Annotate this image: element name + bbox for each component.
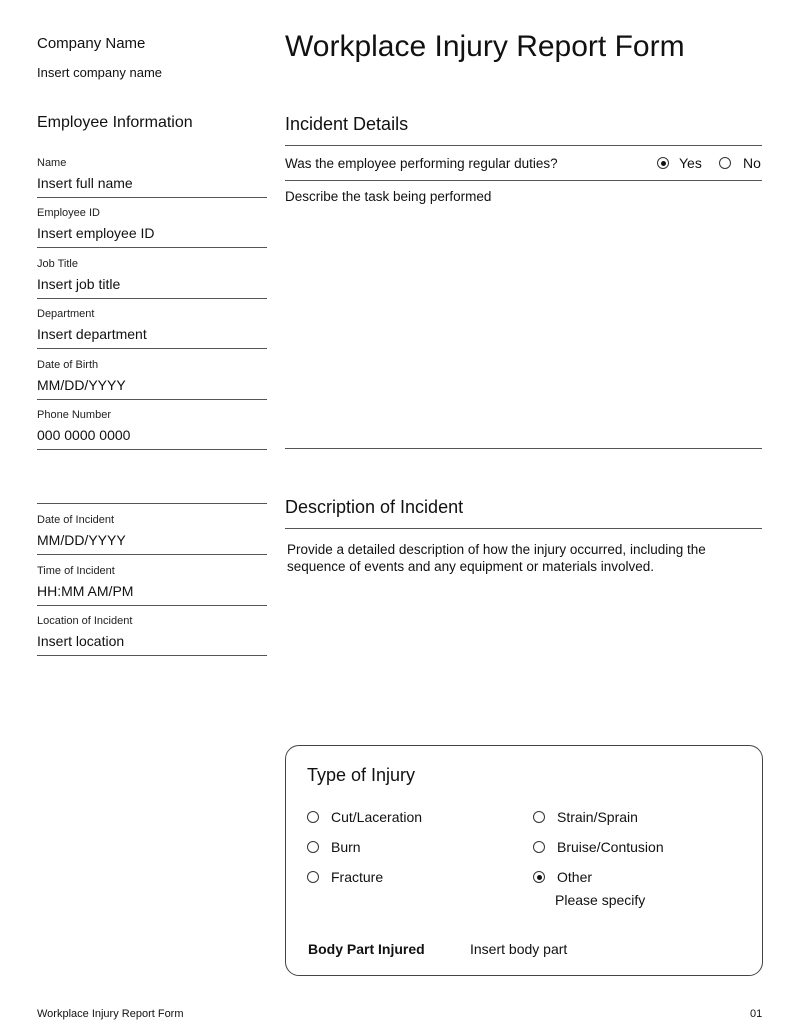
footer-title: Workplace Injury Report Form [37, 1008, 184, 1020]
company-name-label: Company Name [37, 35, 146, 52]
radio-icon [533, 871, 545, 883]
page-title: Workplace Injury Report Form [285, 30, 685, 63]
injury-option-label: Burn [331, 839, 361, 855]
field-label: Time of Incident [37, 564, 115, 577]
radio-icon [657, 157, 669, 169]
injury-option-label: Strain/Sprain [557, 809, 638, 825]
field-input[interactable]: Insert employee ID [37, 225, 155, 242]
page-number: 01 [750, 1008, 763, 1020]
incident-details-heading: Incident Details [285, 114, 409, 134]
field-input[interactable]: MM/DD/YYYY [37, 376, 126, 393]
injury-option-label: Bruise/Contusion [557, 839, 664, 855]
regular-duties-no[interactable] [719, 155, 761, 171]
other-specify-field[interactable]: Please specify [555, 892, 646, 908]
injury-option-label: Other [557, 869, 593, 885]
body-part-label: Body Part Injured [308, 941, 425, 957]
field-input[interactable]: HH:MM AM/PM [37, 582, 134, 599]
regular-duties-question: Was the employee performing regular duties? [285, 156, 558, 171]
radio-icon [719, 157, 731, 169]
description-heading: Description of Incident [285, 497, 464, 517]
radio-icon [307, 841, 319, 853]
no-label: No [743, 155, 761, 171]
field-input[interactable]: Insert job title [37, 275, 121, 292]
company-name-field[interactable]: Insert company name [37, 65, 163, 80]
field-label: Name [37, 157, 67, 169]
field-label: Date of Birth [37, 358, 99, 371]
field-label: Date of Incident [37, 514, 115, 526]
injury-option[interactable] [533, 839, 664, 855]
field-input[interactable]: MM/DD/YYYY [37, 532, 126, 548]
task-description-field[interactable] [285, 210, 762, 448]
field-label: Location of Incident [37, 615, 133, 627]
field-input[interactable]: Insert location [37, 633, 125, 649]
yes-label: Yes [679, 155, 702, 171]
task-description-label: Describe the task being performed [285, 189, 492, 204]
radio-icon [533, 811, 545, 823]
type-of-injury-heading: Type of Injury [307, 765, 416, 785]
body-part-field[interactable]: Insert body part [470, 941, 568, 957]
radio-icon [533, 841, 545, 853]
injury-option[interactable] [533, 869, 592, 885]
field-input[interactable]: Insert full name [37, 175, 133, 191]
field-input[interactable]: Insert department [37, 326, 147, 343]
injury-option[interactable] [533, 809, 638, 825]
field-label: Job Title [37, 257, 78, 270]
regular-duties-yes[interactable] [657, 155, 702, 171]
injury-option[interactable] [307, 839, 361, 855]
injury-option[interactable] [307, 869, 383, 885]
field-input[interactable]: 000 0000 0000 [37, 427, 131, 443]
field-label: Department [37, 308, 95, 321]
field-label: Employee ID [37, 207, 100, 220]
injury-option-label: Cut/Laceration [331, 809, 423, 825]
radio-icon [307, 871, 319, 883]
radio-icon [307, 811, 319, 823]
field-label: Phone Number [37, 409, 111, 421]
employee-info-heading: Employee Information [37, 114, 193, 131]
injury-option[interactable] [307, 809, 422, 825]
injury-option-label: Fracture [331, 869, 384, 885]
description-field[interactable]: Provide a detailed description of how the injury occurred, including the sequence of events and any equipment or materials involved. [287, 542, 706, 574]
